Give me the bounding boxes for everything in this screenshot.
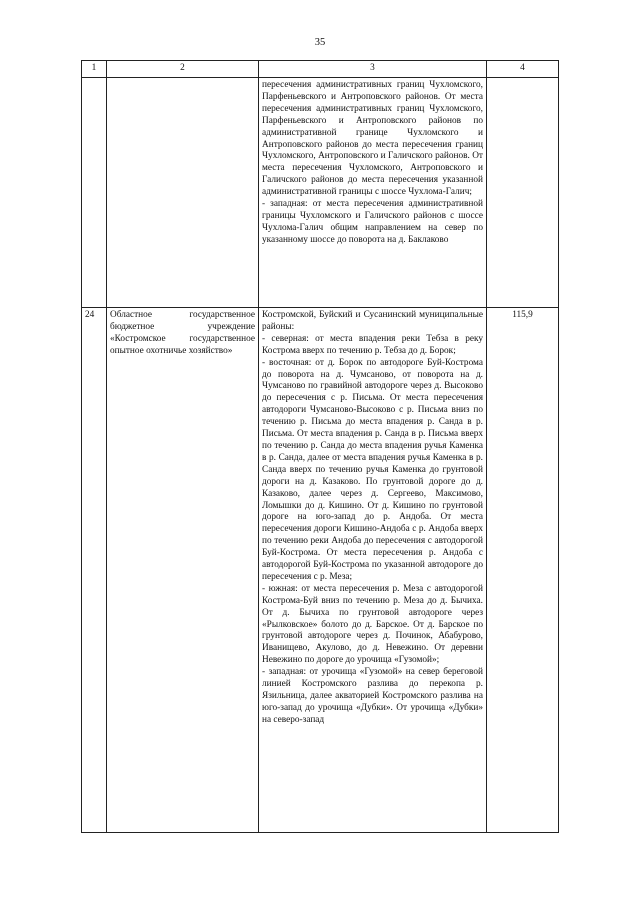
row-boundary-description [259,78,487,308]
header-col-3: 3 [259,61,487,78]
header-col-4: 4 [487,61,559,78]
boundaries-table [81,60,559,833]
row-boundary-description [259,308,487,833]
table-row [82,308,559,833]
header-col-1: 1 [82,61,107,78]
boundary-line: - северная: от места впадения реки Тебза в реку Кострома вверх по течению р. Тебза до д. Борок; [262,333,483,356]
row-area: 115,9 [487,308,559,833]
row-index: 24 [82,308,107,833]
boundary-line: Костромской, Буйский и Сусанинский муниципальные районы: [262,310,483,332]
row-organization: Областное государственное бюджетное учреждение «Костромское государственное опытное охотничье хозяйство» [107,308,259,833]
boundary-line: пересечения административных границ Чухломского, Парфеньевского и Антроповского районов. От места пересечения административных границ Чухломского, Парфеньевского и Антроповского районов по административной границе Чухломского и Антроповского районов до места пересечения границ Чухломского, Антроповского и Галичского районов. От места пересечения Чухломского, Антроповского и Галичского районов до места пересечения указанной административной границы с шоссе Чухлома-Галич; [262,80,483,198]
page-number: 35 [314,37,326,48]
boundary-line: - западная: от места пересечения административной границы Чухломского и Галичского районов с шоссе Чухлома-Галич общим направлением на север по указанному шоссе до поворота на д. Баклаково [262,199,483,245]
header-col-2: 2 [107,61,259,78]
boundary-line: - восточная: от д. Борок по автодороге Буй-Кострома до поворота на д. Чумсаново, от поворота на д. Чумсаново по гравийной автодороге через д. Высоково до пересечения с р. Письма. От места пересечения автодороги Чумсаново-Высоково с р. Письма вниз по течению р. Письма до места впадения р. Санда в р. Письма. От места впадения р. Санда в р. Письма вверх по течению р. Санда до места впадения ручья Каменка в р. Санда, далее от места впадения ручья Каменка в р. Санда вверх по течению ручья Каменка до грунтовой дороги на д. Казаково. По грунтовой дороге до д. Казаково, далее через д. Сергеево, Максимово, Ломышки до д. Кишино. От д. Кишино по грунтовой дороге на юго-запад до р. Андоба. От места пересечения дороги Кишино-Андоба с р. Андоба вверх по течению реки Андоба до пересечения с автодорогой Буй-Кострома. От места пересечения р. Андоба с автодорогой Буй-Кострома по указанной автодороге до пересечения с р. Меза; [262,357,483,582]
table-row [82,78,559,308]
row-area [487,78,559,308]
row-index [82,78,107,308]
table-header-row [82,61,559,78]
boundary-line: - западная: от урочища «Гузомой» на север береговой линией Костромского разлива до перекопа р. Язильница, далее акваторией Костромского разлива на юго-запад до урочища «Дубки». От урочища «Дубки» на северо-запад [262,667,483,725]
row-organization [107,78,259,308]
boundary-line: - южная: от места пересечения р. Меза с автодорогой Кострома-Буй вниз по течению р. Меза до д. Бычиха. От д. Бычиха по грунтовой автодороге через «Рылковское» болото до д. Барское. От д. Барское по грунтовой автодороге через д. Починок, Абабурово, Иванищево, Акулово, до д. Невежино. От деревни Невежино по дороге до урочища «Гузомой»; [262,583,483,666]
